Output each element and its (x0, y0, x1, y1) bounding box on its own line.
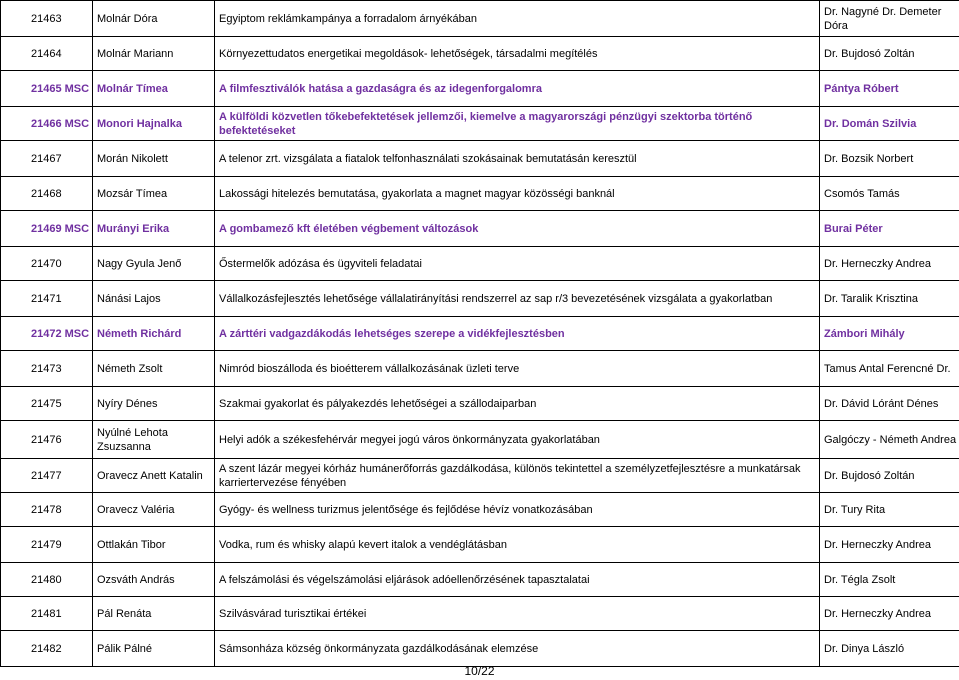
row-supervisor: Dr. Tégla Zsolt (820, 563, 959, 597)
row-student-name: Németh Richárd (93, 317, 215, 351)
row-student-name: Ozsváth András (93, 563, 215, 597)
row-id: 21467 (1, 141, 93, 177)
table-row (1, 351, 959, 387)
row-student-name: Németh Zsolt (93, 351, 215, 387)
row-supervisor: Dr. Bujdosó Zoltán (820, 37, 959, 71)
row-id: 21464 (1, 37, 93, 71)
row-id: 21477 (1, 459, 93, 493)
row-thesis-title: Gyógy- és wellness turizmus jelentősége és fejlődése hévíz vonatkozásában (215, 493, 820, 527)
row-supervisor: Galgóczy - Németh Andrea (820, 421, 959, 459)
row-id: 21482 (1, 631, 93, 667)
row-supervisor: Burai Péter (820, 211, 959, 247)
row-student-name: Nagy Gyula Jenő (93, 247, 215, 281)
row-student-name: Pálik Pálné (93, 631, 215, 667)
row-student-name: Nánási Lajos (93, 281, 215, 317)
row-id: 21463 (1, 1, 93, 37)
row-thesis-title: A külföldi közvetlen tőkebefektetések jellemzői, kiemelve a magyarországi pénzügyi szektorba történő befektetéseket (215, 107, 820, 141)
row-thesis-title: A zárttéri vadgazdákodás lehetséges szerepe a vidékfejlesztésben (215, 317, 820, 351)
row-supervisor: Dr. Domán Szilvia (820, 107, 959, 141)
table-row (1, 631, 959, 667)
row-thesis-title: Szilvásvárad turisztikai értékei (215, 597, 820, 631)
row-student-name: Monori Hajnalka (93, 107, 215, 141)
row-id: 21473 (1, 351, 93, 387)
page-number: 10/22 (464, 664, 495, 678)
row-supervisor: Dr. Tury Rita (820, 493, 959, 527)
row-supervisor: Dr. Nagyné Dr. Demeter Dóra (820, 1, 959, 37)
row-student-name: Morán Nikolett (93, 141, 215, 177)
row-id: 21480 (1, 563, 93, 597)
row-student-name: Murányi Erika (93, 211, 215, 247)
table-row (1, 247, 959, 281)
table-row (1, 563, 959, 597)
row-thesis-title: Egyiptom reklámkampánya a forradalom árnyékában (215, 1, 820, 37)
row-thesis-title: Szakmai gyakorlat és pályakezdés lehetőségei a szállodaiparban (215, 387, 820, 421)
row-id: 21468 (1, 177, 93, 211)
row-student-name: Mozsár Tímea (93, 177, 215, 211)
row-thesis-title: Helyi adók a székesfehérvár megyei jogú város önkormányzata gyakorlatában (215, 421, 820, 459)
table-row (1, 141, 959, 177)
row-thesis-title: Vállalkozásfejlesztés lehetősége vállalatirányítási rendszerrel az sap r/3 bevezetésének vizsgálata a gyakorlatban (215, 281, 820, 317)
table-row (1, 597, 959, 631)
row-supervisor: Dr. Bujdosó Zoltán (820, 459, 959, 493)
row-id: 21465 MSC (1, 71, 93, 107)
row-id: 21469 MSC (1, 211, 93, 247)
row-student-name: Ottlakán Tibor (93, 527, 215, 563)
row-student-name: Pál Renáta (93, 597, 215, 631)
row-student-name: Nyúlné Lehota Zsuzsanna (93, 421, 215, 459)
row-thesis-title: A filmfesztiválók hatása a gazdaságra és az idegenforgalomra (215, 71, 820, 107)
row-id: 21466 MSC (1, 107, 93, 141)
table-row (1, 459, 959, 493)
table-row (1, 493, 959, 527)
row-supervisor: Zámbori Mihály (820, 317, 959, 351)
row-thesis-title: Környezettudatos energetikai megoldások- lehetőségek, társadalmi megítélés (215, 37, 820, 71)
row-supervisor: Dr. Taralik Krisztina (820, 281, 959, 317)
row-thesis-title: A felszámolási és végelszámolási eljárások adóellenőrzésének tapasztalatai (215, 563, 820, 597)
row-id: 21471 (1, 281, 93, 317)
row-supervisor: Tamus Antal Ferencné Dr. (820, 351, 959, 387)
row-id: 21475 (1, 387, 93, 421)
row-student-name: Molnár Mariann (93, 37, 215, 71)
table-row (1, 1, 959, 37)
table-row (1, 281, 959, 317)
table-row (1, 317, 959, 351)
row-student-name: Nyíry Dénes (93, 387, 215, 421)
row-thesis-title: A gombamező kft életében végbement változások (215, 211, 820, 247)
row-thesis-title: Nimród bioszálloda és bioétterem vállalkozásának üzleti terve (215, 351, 820, 387)
row-supervisor: Csomós Tamás (820, 177, 959, 211)
table-row (1, 527, 959, 563)
row-student-name: Oravecz Valéria (93, 493, 215, 527)
row-thesis-title: A telenor zrt. vizsgálata a fiatalok telfonhasználati szokásainak bemutatásán keresztül (215, 141, 820, 177)
row-student-name: Molnár Tímea (93, 71, 215, 107)
row-thesis-title: Sámsonháza község önkormányzata gazdálkodásának elemzése (215, 631, 820, 667)
row-student-name: Oravecz Anett Katalin (93, 459, 215, 493)
table-row (1, 387, 959, 421)
row-supervisor: Dr. Bozsik Norbert (820, 141, 959, 177)
table-row (1, 37, 959, 71)
table-row (1, 71, 959, 107)
table-row (1, 421, 959, 459)
row-id: 21479 (1, 527, 93, 563)
row-supervisor: Dr. Dinya László (820, 631, 959, 667)
row-supervisor: Dr. Dávid Lóránt Dénes (820, 387, 959, 421)
row-id: 21478 (1, 493, 93, 527)
table-row (1, 107, 959, 141)
row-id: 21481 (1, 597, 93, 631)
row-id: 21472 MSC (1, 317, 93, 351)
row-id: 21470 (1, 247, 93, 281)
row-thesis-title: Őstermelők adózása és ügyviteli feladatai (215, 247, 820, 281)
row-thesis-title: Vodka, rum és whisky alapú kevert italok a vendéglátásban (215, 527, 820, 563)
table-row (1, 211, 959, 247)
row-id: 21476 (1, 421, 93, 459)
row-supervisor: Dr. Herneczky Andrea (820, 527, 959, 563)
row-thesis-title: A szent lázár megyei kórház humánerőforrás gazdálkodása, különös tekintettel a személyzetfejlesztésre a munkatársak karriertervezése fényében (215, 459, 820, 493)
row-supervisor: Dr. Herneczky Andrea (820, 597, 959, 631)
row-supervisor: Pántya Róbert (820, 71, 959, 107)
row-supervisor: Dr. Herneczky Andrea (820, 247, 959, 281)
row-thesis-title: Lakossági hitelezés bemutatása, gyakorlata a magnet magyar közösségi banknál (215, 177, 820, 211)
table-body (1, 1, 959, 667)
row-student-name: Molnár Dóra (93, 1, 215, 37)
table-row (1, 177, 959, 211)
